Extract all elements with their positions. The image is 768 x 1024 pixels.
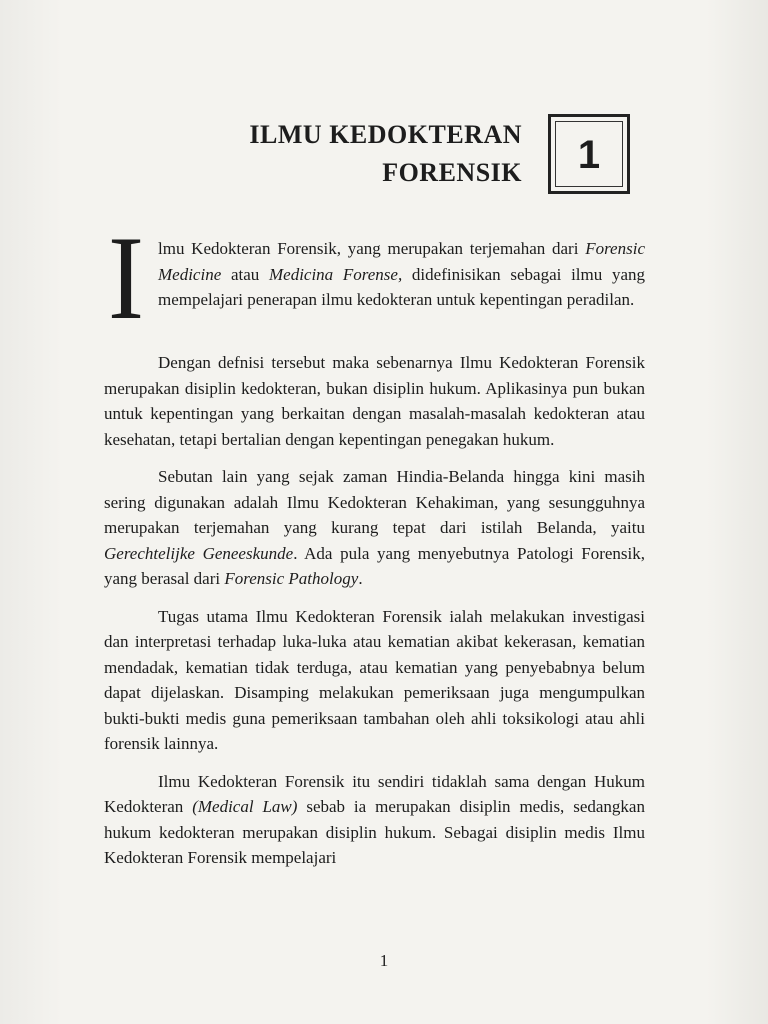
chapter-title-line-1: ILMU KEDOKTERAN (249, 120, 522, 149)
drop-cap: I (108, 211, 144, 344)
paragraph (104, 769, 645, 871)
text-run: atau (221, 264, 269, 284)
text-run: sebab ia merupakan disiplin medis, sedangkan hukum kedokteran merupakan disiplin hukum. Sebagai disiplin medis Ilmu Kedokteran Forensik mempelajari (104, 797, 645, 867)
text-run: . Ada pula yang menyebutnya Patologi Forensik, yang berasal dari (104, 543, 646, 588)
chapter-title (249, 116, 522, 192)
chapter-title-line-2: FORENSIK (382, 158, 522, 187)
italic-term: Gerechtelijke Geneeskunde (104, 543, 294, 563)
text-run: lmu Kedokteran Forensik, yang merupakan terjemahan dari (158, 239, 586, 258)
paragraph (104, 604, 645, 757)
chapter-header (150, 110, 640, 205)
chapter-body (104, 211, 646, 883)
paragraph (104, 350, 645, 452)
text-run: Dengan defnisi tersebut maka sebenarnya Ilmu Kedokteran Forensik merupakan disiplin kedokteran, bukan disiplin hukum. Aplikasinya pun bukan untuk kepentingan yang berkaitan dengan masalah-masalah kedokteran atau kesehatan, tetapi bertalian dengan kepentingan penegakan hukum. (104, 353, 645, 449)
italic-term: Medicina Forense, (268, 264, 403, 284)
paragraph (104, 464, 645, 592)
page-number: 1 (379, 951, 389, 970)
chapter-number-box (548, 114, 630, 194)
text-run: didefinisikan sebagai ilmu yang mempelajari penerapan ilmu kedokteran untuk kepentingan peradilan. (158, 264, 645, 309)
chapter-number: 1 (577, 133, 601, 177)
text-run: . (358, 569, 363, 588)
italic-term: Forensic Pathology (224, 569, 359, 588)
italic-term: (Medical Law) (192, 797, 298, 816)
paragraph (104, 211, 645, 344)
text-run: Ilmu Kedokteran Forensik itu sendiri tidaklah sama dengan Hukum Kedokteran (104, 771, 645, 816)
text-run: Sebutan lain yang sejak zaman Hindia-Belanda hingga kini masih sering digunakan adalah Ilmu Kedokteran Kehakiman, yang sesungguhnya merupakan terjemahan yang kurang tepat dari istilah Belanda, yaitu (104, 467, 645, 537)
text-run: Tugas utama Ilmu Kedokteran Forensik ialah melakukan investigasi dan interpretasi terhadap luka-luka atau kematian akibat kekerasan, kematian mendadak, kematian tidak terduga, atau kematian yang penyebabnya belum dapat dijelaskan. Disamping melakukan pemeriksaan juga mengumpulkan bukti-bukti medis guna pemeriksaan tambahan oleh ahli toksikologi atau ahli forensik lainnya. (104, 606, 645, 753)
italic-term: Forensic Medicine (158, 239, 645, 284)
